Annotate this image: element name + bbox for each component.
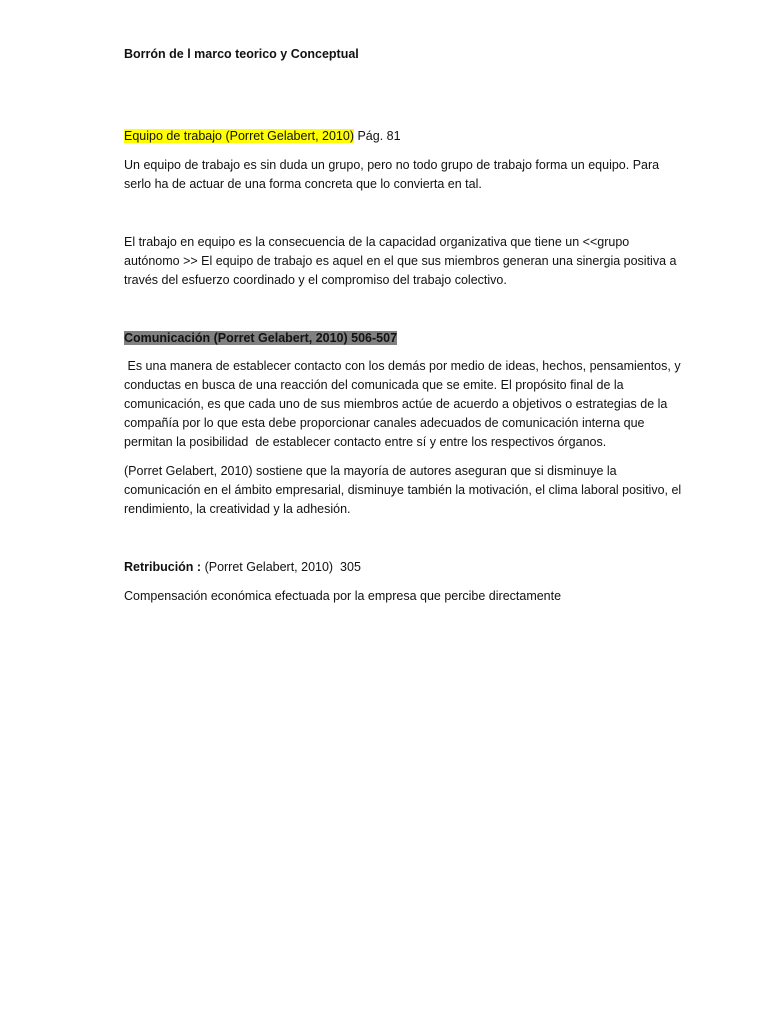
- retribucion-heading: [124, 558, 361, 577]
- retribucion-heading-ref: (Porret Gelabert, 2010) 305: [204, 560, 361, 574]
- comunicacion-paragraph-1: Es una manera de establecer contacto con los demás por medio de ideas, hechos, pensamientos, y conductas en busca de una reacción del comunicada que se emite. El propósito final de la comunicación, es que cada uno de sus miembros actúe de acuerdo a objetivos o estrategias de la compañía por lo que esta debe proporcionar canales adecuados de comunicación interna que permitan la posibilidad de establecer contacto entre sí y entre los respectivos órganos.: [124, 359, 685, 449]
- equipo-paragraph-1: Un equipo de trabajo es sin duda un grupo, pero no todo grupo de trabajo forma un equipo. Para serlo ha de actuar de una forma concreta que lo convierta en tal.: [124, 158, 660, 191]
- equipo-heading-page: Pág. 81: [354, 129, 401, 143]
- equipo-paragraph-2: El trabajo en equipo es la consecuencia de la capacidad organizativa que tiene un <<grupo autónomo >> El equipo de trabajo es aquel en el que sus miembros generan una sinergia positiva a través del esfuerzo coordinado y el compromiso del trabajo colectivo.: [124, 235, 677, 287]
- comunicacion-paragraph-2: (Porret Gelabert, 2010) sostiene que la mayoría de autores aseguran que si disminuye la comunicación en el ámbito empresarial, disminuye también la motivación, el clima laboral positivo, el rendimiento, la creatividad y la adhesión.: [124, 464, 682, 516]
- document-title: Borrón de l marco teorico y Conceptual: [124, 47, 359, 61]
- comunicacion-heading: [124, 329, 397, 348]
- equipo-heading-highlighted: Equipo de trabajo (Porret Gelabert, 2010): [124, 129, 354, 143]
- comunicacion-heading-text: Comunicación (Porret Gelabert, 2010) 506-507: [124, 331, 398, 345]
- equipo-heading: [124, 127, 401, 146]
- retribucion-heading-bold: Retribución :: [124, 560, 205, 574]
- retribucion-paragraph-1: Compensación económica efectuada por la empresa que percibe directamente: [124, 589, 562, 603]
